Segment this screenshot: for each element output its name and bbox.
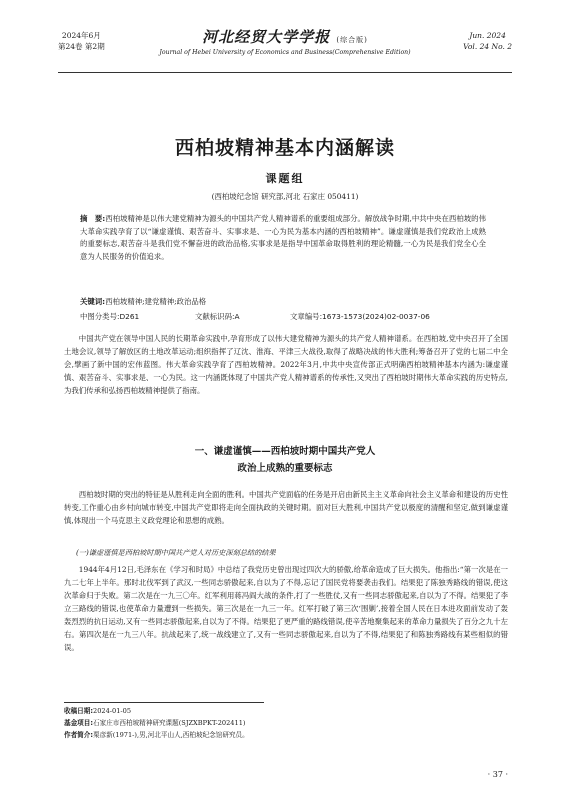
keywords — [80, 296, 486, 307]
section-heading-line-1: 一、谦虚谨慎——西柏坡时期中国共产党人 — [194, 446, 376, 457]
received-date: 2024-01-05 — [93, 707, 132, 715]
issue-month-cn: 2024年6月 — [61, 31, 101, 40]
fund-text: 石家庄市西柏坡精神研究课题(SJZXBPKT-202411) — [93, 719, 246, 727]
volume-issue-cn: 第24卷 第2期 — [58, 42, 105, 51]
issue-month-en: Jun. 2024 — [469, 31, 506, 40]
article-author: 课题组 — [265, 172, 305, 185]
issue-date-en — [463, 30, 512, 52]
intro-text: 中国共产党在领导中国人民的长期革命实践中,孕育形成了以伟大建党精神为源头的共产党人精神谱系。在西柏坡,党中央召开了全国土地会议,领导了解放区的土地改革运动;组织指挥了辽沈、淮海、平津三大战役,取得了战略决战的伟大胜利;筹备召开了党的七届二中全会,擘画了新中国的宏伟蓝图。伟大革命实践孕育了西柏坡精神。2022年3月,中共中央宣传部正式明确西柏坡精神基本内涵为:谦虚谨慎、艰苦奋斗、实事求是、一心为民。这一内涵既体现了中国共产党人精神谱系的传承性,又突出了西柏坡时期伟大革命实践的历史特点,为我们传承和弘扬西柏坡精神提供了指南。 — [64, 334, 508, 395]
document-code: 文献标识码:A — [195, 312, 240, 321]
author-affiliation: (西柏坡纪念馆 研究部,河北 石家庄 050411) — [211, 192, 359, 201]
section-heading-1 — [0, 443, 570, 477]
header-rule — [58, 72, 512, 73]
journal-name-en: Journal of Hebei University of Economics and Business(Comprehensive Edition) — [159, 49, 411, 56]
clc-number: 中图分类号:D261 — [80, 312, 140, 321]
footnote-rule — [64, 702, 264, 703]
footnote-received — [64, 705, 508, 717]
section-paragraph-text: 西柏坡时期的突出的特征是从胜利走向全面的胜利。中国共产党面临的任务是开启由新民主主义革命向社会主义革命和建设的历史性转变,工作重心由乡村向城市转变,中国共产党即将走向全面执政的关键时期。面对巨大胜利,中国共产党以极度的清醒和坚定,做到谦虚谨慎,体现出一个马克思主义政党理论和思想的成熟。 — [64, 490, 508, 525]
journal-name-cn: 河北经贸大学学报 — [202, 28, 331, 46]
article-id: 文章编号:1673-1573(2024)02-0037-06 — [290, 312, 430, 321]
author-info-label: 作者简介: — [64, 731, 94, 739]
abstract-label: 摘 要: — [80, 214, 106, 223]
section-paragraph — [64, 488, 508, 527]
subsection-paragraph-text: 1944年4月12日,毛泽东在《学习和时局》中总结了我党历史曾出现过四次大的骄傲,给革命造成了巨大损失。他指出:“第一次是在一九二七年上半年。那时北伐军到了武汉,一些同志骄傲起来,自以为了不得,忘记了国民党将要袭击我们。结果犯了陈独秀路线的错误,使这次革命归于失败。第二次是在一九三〇年。红军利用蒋冯阎大战的条件,打了一些胜仗,又有一些同志骄傲起来,自以为了不得。结果犯了李立三路线的错误,也使革命力量遭到一些损失。第三次是在一九三一年。红军打破了第三次‘围剿’,接着全国人民在日本进攻面前发动了轰轰烈烈的抗日运动,又有一些同志骄傲起来,自以为了不得。结果犯了更严重的路线错误,使辛苦地聚集起来的革命力量损失了百分之九十左右。第四次是在一九三八年。抗战起来了,统一战线建立了,又有一些同志骄傲起来,自以为了不得,结果犯了和陈独秀路线有某些相似的错误。 — [64, 565, 508, 652]
intro-paragraph — [64, 332, 508, 397]
issue-date-cn — [58, 30, 105, 52]
abstract-text: 西柏坡精神是以伟大建党精神为源头的中国共产党人精神谱系的重要组成部分。解放战争时期,中共中央在西柏坡的伟大革命实践孕育了以“谦虚谨慎、艰苦奋斗、实事求是、一心为民为基本内涵的西柏坡精神”。谦虚谨慎是我们党政治上成熟的重要标志,艰苦奋斗是我们党不懈奋进的政治品格,实事求是是指导中国革命取得胜利的理论精髓,一心为民是我们党全心全意为人民服务的价值追求。 — [80, 214, 486, 261]
article-title: 西柏坡精神基本内涵解读 — [174, 137, 395, 159]
received-label: 收稿日期: — [64, 707, 94, 715]
footnote-fund — [64, 717, 508, 729]
journal-masthead — [138, 26, 432, 56]
keywords-label: 关键词: — [80, 297, 106, 306]
journal-logo — [138, 26, 432, 47]
footnote-author — [64, 729, 508, 741]
section-heading-line-2: 政治上成熟的重要标志 — [237, 463, 333, 474]
page-number: · 37 · — [487, 770, 508, 779]
footnotes — [64, 705, 508, 741]
fund-label: 基金项目: — [64, 719, 94, 727]
abstract — [80, 213, 486, 263]
volume-issue-en: Vol. 24 No. 2 — [463, 42, 512, 51]
subsection-heading: (一)谦虚谨慎是西柏坡时期中国共产党人对历史深刻总结的结果 — [76, 548, 276, 557]
keywords-text: 西柏坡精神;建党精神;政治品格 — [105, 297, 207, 306]
subsection-paragraph — [64, 563, 508, 654]
journal-edition-cn: (综合版) — [336, 36, 368, 44]
author-info-text: 栗彦新(1971-),男,河北平山人,西柏坡纪念馆研究员。 — [93, 731, 249, 739]
running-header — [58, 30, 512, 70]
